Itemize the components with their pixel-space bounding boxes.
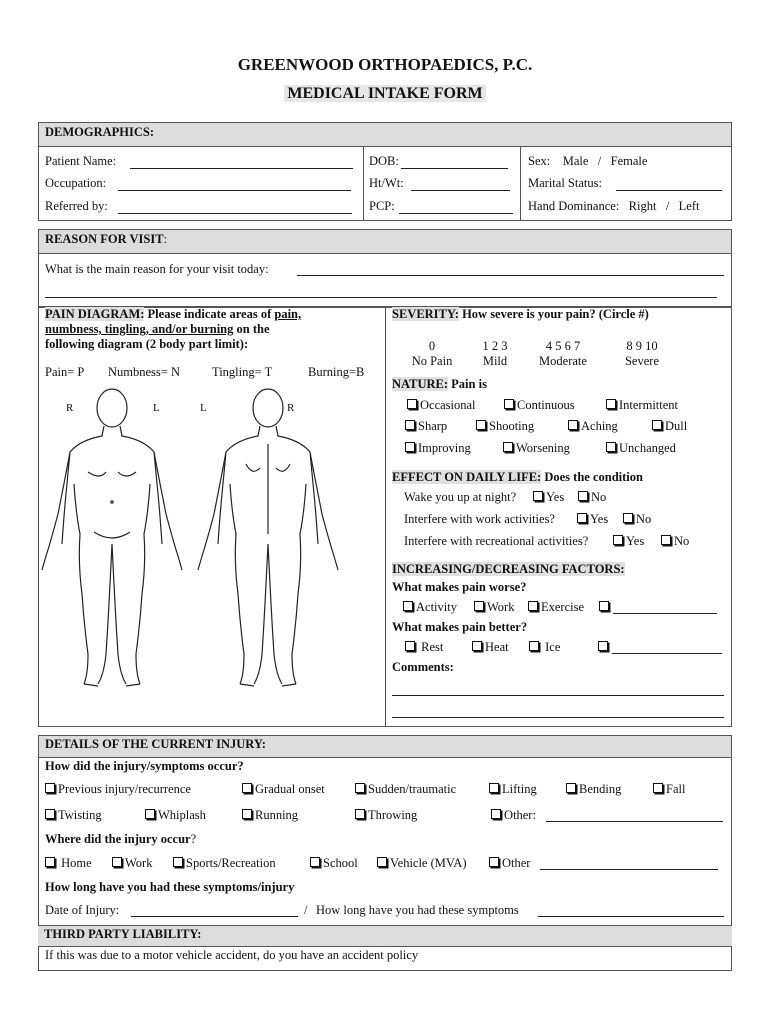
checkbox-icon xyxy=(472,641,482,651)
checkbox-icon xyxy=(405,420,415,430)
reason-field-2[interactable] xyxy=(45,297,717,298)
how-previous[interactable]: Previous injury/recurrence xyxy=(45,782,191,797)
reason-header: REASON FOR VISIT: xyxy=(39,230,731,254)
severity-mild[interactable]: 1 2 3 xyxy=(482,339,508,353)
nature-occasional[interactable]: Occasional xyxy=(407,398,476,413)
where-school[interactable]: School xyxy=(310,856,358,871)
where-other-field[interactable] xyxy=(540,869,718,870)
checkbox-icon xyxy=(661,535,671,545)
injury-header: DETAILS OF THE CURRENT INJURY: xyxy=(39,736,731,758)
better-rest[interactable]: Rest xyxy=(405,640,443,655)
referred-by-label: Referred by: xyxy=(45,199,108,213)
occupation-label: Occupation: xyxy=(45,176,107,190)
how-long-symptoms-label: How long have you had these symptoms xyxy=(316,903,519,917)
checkbox-icon xyxy=(529,641,539,651)
how-label: How did the injury/symptoms occur? xyxy=(45,759,244,773)
front-body-figure xyxy=(42,389,182,686)
checkbox-icon xyxy=(578,491,588,501)
better-ice[interactable]: Ice xyxy=(529,640,560,655)
reason-question: What is the main reason for your visit today: xyxy=(45,262,269,276)
checkbox-icon xyxy=(242,783,252,793)
legend-tingling: Tingling= T xyxy=(212,365,273,379)
effect-title: EFFECT ON DAILY LIFE: Does the condition xyxy=(392,470,643,484)
checkbox-icon xyxy=(45,809,55,819)
checkbox-icon xyxy=(533,491,543,501)
checkbox-icon xyxy=(598,641,608,651)
severity-moderate-label: Moderate xyxy=(539,354,587,368)
where-sports[interactable]: Sports/Recreation xyxy=(173,856,276,871)
how-throwing[interactable]: Throwing xyxy=(355,808,417,823)
effect-q1: Wake you up at night? xyxy=(404,490,517,504)
comments-field-1[interactable] xyxy=(392,695,724,696)
how-other[interactable]: Other: xyxy=(491,808,536,823)
checkbox-icon xyxy=(504,399,514,409)
effect-q3-no[interactable]: No xyxy=(661,534,689,549)
checkbox-icon xyxy=(566,783,576,793)
better-other[interactable] xyxy=(598,640,611,655)
checkbox-icon xyxy=(568,420,578,430)
severity-0[interactable]: 0 xyxy=(428,339,436,353)
checkbox-icon xyxy=(528,601,538,611)
nature-intermittent[interactable]: Intermittent xyxy=(606,398,678,413)
third-party-question: If this was due to a motor vehicle accident, do you have an accident policy xyxy=(45,948,419,962)
checkbox-icon xyxy=(403,601,413,611)
nature-sharp[interactable]: Sharp xyxy=(405,419,447,434)
how-running[interactable]: Running xyxy=(242,808,298,823)
severity-severe-label: Severe xyxy=(624,354,659,368)
sex-option[interactable]: Sex: Male / Female xyxy=(528,154,648,168)
practice-name: GREENWOOD ORTHOPAEDICS, P.C. xyxy=(237,55,533,74)
marital-status-label: Marital Status: xyxy=(528,176,602,190)
nature-continuous[interactable]: Continuous xyxy=(504,398,575,413)
checkbox-icon xyxy=(599,601,609,611)
checkbox-icon xyxy=(606,399,616,409)
back-right-label: R xyxy=(287,402,295,414)
marital-status-field[interactable] xyxy=(616,190,722,191)
dob-label: DOB: xyxy=(369,154,399,168)
nature-title: NATURE: Pain is xyxy=(392,377,487,391)
how-other-field[interactable] xyxy=(546,821,723,822)
htwt-field[interactable] xyxy=(411,190,510,191)
demographics-header: DEMOGRAPHICS: xyxy=(39,123,731,147)
third-party-header: THIRD PARTY LIABILITY: xyxy=(38,925,732,947)
severity-moderate[interactable]: 4 5 6 7 xyxy=(545,339,581,353)
nature-shooting[interactable]: Shooting xyxy=(476,419,534,434)
checkbox-icon xyxy=(476,420,486,430)
checkbox-icon xyxy=(606,442,616,452)
effect-q3: Interfere with recreational activities? xyxy=(404,534,589,548)
back-left-label: L xyxy=(200,402,207,414)
nature-dull[interactable]: Dull xyxy=(652,419,687,434)
pain-diagram-title: PAIN DIAGRAM: Please indicate areas of pain, numbness, tingling, and/or burning on the following diagram (2 body part limit): xyxy=(45,307,302,351)
nature-unchanged[interactable]: Unchanged xyxy=(606,441,676,456)
effect-q2: Interfere with work activities? xyxy=(404,512,555,526)
htwt-label: Ht/Wt: xyxy=(369,176,404,190)
checkbox-icon xyxy=(491,809,501,819)
form-title: MEDICAL INTAKE FORM xyxy=(0,85,770,103)
checkbox-icon xyxy=(45,857,55,867)
effect-q1-yes[interactable]: Yes xyxy=(533,490,564,505)
checkbox-icon xyxy=(242,809,252,819)
checkbox-icon xyxy=(653,783,663,793)
checkbox-icon xyxy=(173,857,183,867)
how-lifting[interactable]: Lifting xyxy=(489,782,537,797)
nature-improving[interactable]: Improving xyxy=(405,441,471,456)
date-of-injury-label: Date of Injury: xyxy=(45,903,120,917)
checkbox-icon xyxy=(623,513,633,523)
where-label: Where did the injury occur? xyxy=(45,832,197,846)
where-work[interactable]: Work xyxy=(112,856,152,871)
checkbox-icon xyxy=(577,513,587,523)
how-long-symptoms-field[interactable] xyxy=(538,916,724,917)
checkbox-icon xyxy=(489,783,499,793)
severity-severe[interactable]: 8 9 10 xyxy=(626,339,658,353)
better-other-field[interactable] xyxy=(612,653,722,654)
comments-field-2[interactable] xyxy=(392,717,724,718)
factors-title: INCREASING/DECREASING FACTORS: xyxy=(392,562,625,576)
effect-q1-no[interactable]: No xyxy=(578,490,606,505)
checkbox-icon xyxy=(407,399,417,409)
checkbox-icon xyxy=(652,420,662,430)
worse-work[interactable]: Work xyxy=(474,600,514,615)
checkbox-icon xyxy=(377,857,387,867)
body-diagram[interactable] xyxy=(40,384,380,694)
severity-0-label: No Pain xyxy=(411,354,453,368)
checkbox-icon xyxy=(489,857,499,867)
checkbox-icon xyxy=(405,442,415,452)
checkbox-icon xyxy=(45,783,55,793)
effect-q2-no[interactable]: No xyxy=(623,512,651,527)
how-sudden[interactable]: Sudden/traumatic xyxy=(355,782,456,797)
how-fall[interactable]: Fall xyxy=(653,782,685,797)
legend-burning: Burning=B xyxy=(308,365,365,379)
nature-aching[interactable]: Aching xyxy=(568,419,618,434)
where-other[interactable]: Other xyxy=(489,856,530,871)
worse-other[interactable] xyxy=(599,600,612,615)
worse-other-field[interactable] xyxy=(613,613,717,614)
comments-label: Comments: xyxy=(392,660,454,674)
severity-title: SEVERITY: How severe is your pain? (Circle #) xyxy=(392,307,649,321)
dob-field[interactable] xyxy=(401,168,508,169)
checkbox-icon xyxy=(503,442,513,452)
checkbox-icon xyxy=(405,641,415,651)
nature-worsening[interactable]: Worsening xyxy=(503,441,570,456)
checkbox-icon xyxy=(355,809,365,819)
patient-name-field[interactable] xyxy=(130,168,353,169)
better-label: What makes pain better? xyxy=(392,620,528,634)
patient-name-label: Patient Name: xyxy=(45,154,117,168)
where-home[interactable]: Home xyxy=(45,856,92,871)
front-right-label: R xyxy=(66,402,74,414)
front-left-label: L xyxy=(153,402,160,414)
checkbox-icon xyxy=(112,857,122,867)
how-twisting[interactable]: Twisting xyxy=(45,808,102,823)
checkbox-icon xyxy=(145,809,155,819)
checkbox-icon xyxy=(613,535,623,545)
date-of-injury-field[interactable] xyxy=(131,916,298,917)
how-whiplash[interactable]: Whiplash xyxy=(145,808,206,823)
effect-q2-yes[interactable]: Yes xyxy=(577,512,608,527)
how-long-label: How long have you had these symptoms/injury xyxy=(45,880,295,894)
how-gradual[interactable]: Gradual onset xyxy=(242,782,325,797)
legend-pain: Pain= P xyxy=(45,365,85,379)
pcp-label: PCP: xyxy=(369,199,395,213)
effect-q3-yes[interactable]: Yes xyxy=(613,534,644,549)
worse-label: What makes pain worse? xyxy=(392,580,527,594)
better-heat[interactable]: Heat xyxy=(472,640,509,655)
severity-mild-label: Mild xyxy=(482,354,508,368)
back-body-figure xyxy=(198,389,338,686)
worse-activity[interactable]: Activity xyxy=(403,600,457,615)
hand-dominance-option[interactable]: Hand Dominance: Right / Left xyxy=(528,199,700,213)
pcp-field[interactable] xyxy=(399,213,513,214)
checkbox-icon xyxy=(310,857,320,867)
legend-numbness: Numbness= N xyxy=(108,365,180,379)
reason-field-1[interactable] xyxy=(297,275,724,276)
occupation-field[interactable] xyxy=(118,190,351,191)
how-bending[interactable]: Bending xyxy=(566,782,621,797)
slash-separator: / xyxy=(304,903,308,917)
referred-by-field[interactable] xyxy=(118,213,352,214)
where-vehicle[interactable]: Vehicle (MVA) xyxy=(377,856,467,871)
checkbox-icon xyxy=(355,783,365,793)
checkbox-icon xyxy=(474,601,484,611)
worse-exercise[interactable]: Exercise xyxy=(528,600,584,615)
